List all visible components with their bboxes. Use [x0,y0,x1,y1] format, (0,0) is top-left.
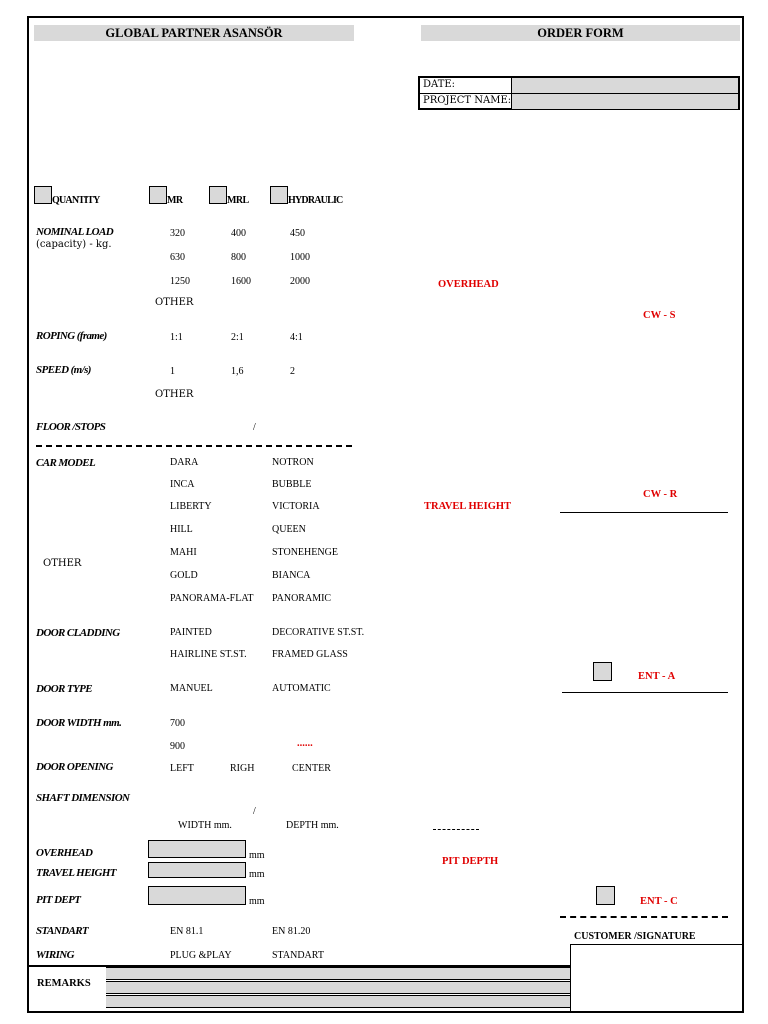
hydraulic-label: HYDRAULIC [288,195,343,206]
roping-option[interactable]: 4:1 [290,332,303,343]
diagram-cw-r-label: CW - R [643,489,678,500]
travel-height-label: TRAVEL HEIGHT [36,867,116,879]
cladding-option[interactable]: FRAMED GLASS [272,649,348,660]
nominal-load-label: NOMINAL LOAD [36,226,114,238]
quantity-checkbox[interactable] [34,186,52,204]
cladding-option[interactable]: HAIRLINE ST.ST. [170,649,247,660]
mrl-label: MRL [227,195,249,206]
wiring-option[interactable]: STANDART [272,950,324,961]
car-model-option[interactable]: QUEEN [272,524,306,535]
shaft-width-label: WIDTH mm. [178,820,232,831]
shaft-separator: / [253,806,256,817]
car-model-option[interactable]: VICTORIA [272,501,320,512]
remarks-line-2[interactable] [106,981,570,994]
pit-depth-label: PIT DEPT [36,894,81,906]
cw-r-line [560,512,728,513]
car-model-option[interactable]: PANORAMIC [272,593,332,604]
floor-stops-label: FLOOR /STOPS [36,421,106,433]
speed-option[interactable]: 1 [170,366,175,377]
car-model-option[interactable]: PANORAMA-FLAT [170,593,254,604]
form-frame [27,16,744,1013]
load-option[interactable]: 1000 [290,252,310,263]
door-type-label: DOOR TYPE [36,683,93,695]
diagram-ent-c-label: ENT - C [640,896,678,907]
overhead-field[interactable] [148,840,246,858]
hydraulic-checkbox[interactable] [270,186,288,204]
diagram-overhead-label: OVERHEAD [438,279,499,290]
diagram-travel-height-label: TRAVEL HEIGHT [424,501,512,512]
ent-c-checkbox[interactable] [596,886,615,905]
load-option[interactable]: 1600 [231,276,251,287]
load-option[interactable]: 450 [290,228,305,239]
cladding-option[interactable]: DECORATIVE ST.ST. [272,627,365,638]
shaft-dimension-label: SHAFT DIMENSION [36,792,130,804]
floor-stops-separator: / [253,422,256,433]
remarks-line-1[interactable] [106,967,570,980]
diagram-ent-a-label: ENT - A [638,671,676,682]
pit-depth-field[interactable] [148,886,246,905]
diagram-cw-s-label: CW - S [643,310,676,321]
load-other[interactable]: OTHER [155,297,194,308]
project-name-field[interactable] [511,94,738,109]
door-width-option[interactable]: 700 [170,718,185,729]
nominal-load-sublabel: (capacity) - kg. [36,239,112,250]
load-option[interactable]: 2000 [290,276,310,287]
roping-option[interactable]: 2:1 [231,332,244,343]
load-option[interactable]: 800 [231,252,246,263]
pit-depth-dash [433,829,479,830]
car-model-option[interactable]: STONEHENGE [272,547,338,558]
door-width-option[interactable]: 900 [170,741,185,752]
customer-signature-label: CUSTOMER /SIGNATURE [574,931,696,942]
remarks-label: REMARKS [37,978,91,989]
car-model-option[interactable]: INCA [170,479,195,490]
date-field[interactable] [511,78,738,93]
car-model-other[interactable]: OTHER [43,558,82,569]
load-option[interactable]: 400 [231,228,246,239]
door-opening-option[interactable]: LEFT [170,763,194,774]
signature-divider [560,916,728,918]
diagram-pit-depth-label: PIT DEPTH [442,856,499,867]
roping-option[interactable]: 1:1 [170,332,183,343]
car-model-option[interactable]: BIANCA [272,570,311,581]
standart-option[interactable]: EN 81.1 [170,926,204,937]
car-model-option[interactable]: HILL [170,524,193,535]
cladding-option[interactable]: PAINTED [170,627,212,638]
roping-label: ROPING (frame) [36,330,107,342]
shaft-depth-label: DEPTH mm. [286,820,339,831]
project-name-label: PROJECT NAME: [423,95,512,106]
door-opening-label: DOOR OPENING [36,761,113,773]
travel-height-unit: mm [249,869,265,880]
overhead-label: OVERHEAD [36,847,93,859]
pit-depth-unit: mm [249,896,265,907]
section-divider [36,445,352,447]
overhead-unit: mm [249,850,265,861]
speed-option[interactable]: 1,6 [231,366,244,377]
standart-label: STANDART [36,925,89,937]
mr-checkbox[interactable] [149,186,167,204]
wiring-label: WIRING [36,949,74,961]
wiring-option[interactable]: PLUG &PLAY [170,950,232,961]
company-header: GLOBAL PARTNER ASANSÖR [34,25,354,41]
car-model-option[interactable]: BUBBLE [272,479,312,490]
car-model-option[interactable]: LIBERTY [170,501,212,512]
car-model-option[interactable]: MAHI [170,547,197,558]
door-opening-option[interactable]: RIGH [230,763,255,774]
signature-box[interactable] [570,944,744,1013]
ent-a-checkbox[interactable] [593,662,612,681]
door-width-other-dots[interactable]: ...... [297,738,313,749]
form-title: ORDER FORM [421,25,740,41]
speed-label: SPEED (m/s) [36,364,91,376]
ent-a-line [562,692,728,693]
mr-label: MR [167,195,183,206]
door-type-option[interactable]: AUTOMATIC [272,683,331,694]
date-project-table [418,76,740,110]
door-width-label: DOOR WIDTH mm. [36,717,122,729]
car-model-label: CAR MODEL [36,457,96,469]
car-model-option[interactable]: GOLD [170,570,198,581]
load-option[interactable]: 320 [170,228,185,239]
quantity-label: QUANTITY [52,195,100,206]
mrl-checkbox[interactable] [209,186,227,204]
load-option[interactable]: 1250 [170,276,190,287]
speed-option[interactable]: 2 [290,366,295,377]
door-cladding-label: DOOR CLADDING [36,627,120,639]
load-option[interactable]: 630 [170,252,185,263]
door-type-option[interactable]: MANUEL [170,683,213,694]
door-opening-option[interactable]: CENTER [292,763,331,774]
date-label: DATE: [423,79,456,90]
speed-other[interactable]: OTHER [155,389,194,400]
travel-height-field[interactable] [148,862,246,878]
car-model-option[interactable]: NOTRON [272,457,314,468]
remarks-line-3[interactable] [106,995,570,1008]
standart-option[interactable]: EN 81.20 [272,926,311,937]
car-model-option[interactable]: DARA [170,457,199,468]
